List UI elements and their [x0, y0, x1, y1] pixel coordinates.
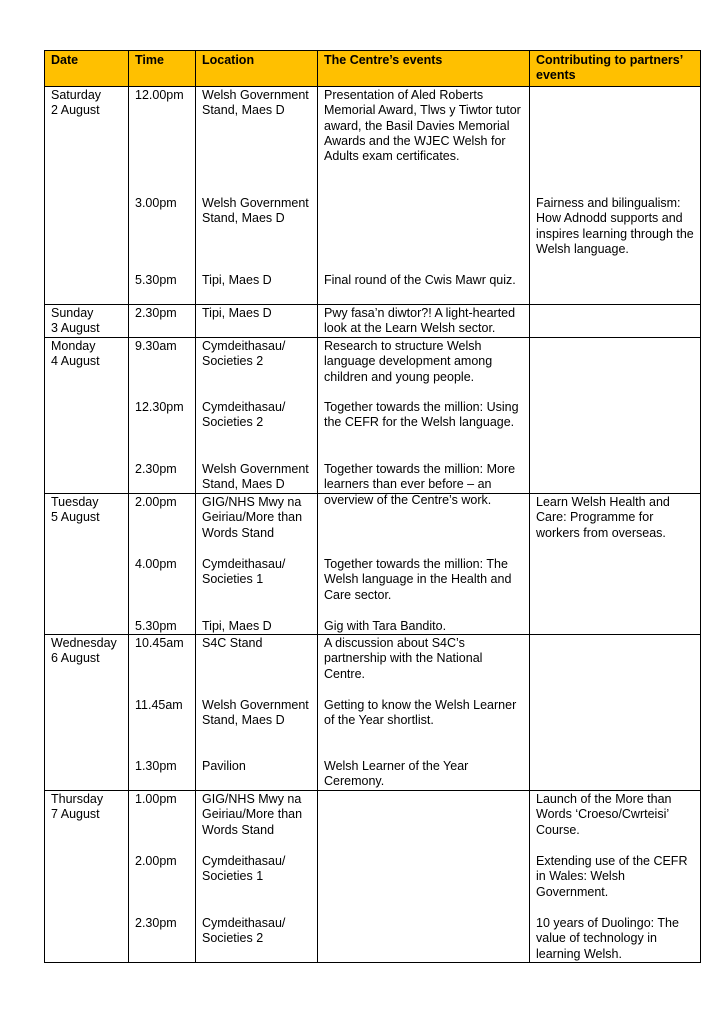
centre-event: Research to structure Welsh language development among children and young people. — [324, 338, 493, 384]
event-time: 11.45am — [135, 697, 183, 712]
day-row — [45, 304, 701, 337]
date-weekday: Tuesday — [51, 494, 99, 509]
event-time: 2.00pm — [135, 853, 177, 868]
event-time: 2.30pm — [135, 915, 177, 930]
centre-event: Pwy fasa’n diwtor?! A light-hearted look at the Learn Welsh sector. — [324, 305, 516, 336]
centre-events-cell — [318, 634, 530, 790]
partner-events-cell — [530, 86, 701, 304]
centre-event: Getting to know the Welsh Learner of the Year shortlist. — [324, 697, 517, 728]
event-location: Welsh Government Stand, Maes D — [202, 697, 309, 728]
centre-event: Gig with Tara Bandito. — [324, 618, 447, 633]
time-cell — [129, 790, 196, 962]
event-time: 9.30am — [135, 338, 177, 353]
centre-event — [324, 196, 523, 273]
partner-events-cell — [530, 634, 701, 790]
date-cell — [45, 790, 129, 962]
header-date: Date — [45, 51, 129, 87]
partner-event: 10 years of Duolingo: The value of technology in learning Welsh. — [536, 915, 679, 961]
event-location: Tipi, Maes D — [202, 305, 272, 320]
header-location: Location — [196, 51, 318, 87]
centre-events-cell — [318, 337, 530, 507]
day-row — [45, 493, 701, 634]
event-time: 2.30pm — [135, 305, 177, 320]
event-location: Tipi, Maes D — [202, 618, 272, 633]
date-weekday: Sunday — [51, 305, 94, 320]
date-cell — [45, 304, 129, 337]
day-row — [45, 86, 701, 304]
date-day: 3 August — [51, 321, 100, 336]
partner-event — [536, 339, 694, 400]
event-location: Pavilion — [202, 758, 246, 773]
event-location: Cymdeithasau/ Societies 1 — [202, 556, 286, 587]
partner-event: Launch of the More than Words ‘Croeso/Cwrteisi’ Course. — [536, 791, 672, 837]
partner-events-cell — [530, 337, 701, 493]
date-day: 2 August — [51, 103, 100, 118]
event-time: 10.45am — [135, 635, 184, 650]
centre-event — [324, 854, 523, 916]
centre-events-cell — [318, 790, 530, 962]
day-row — [45, 337, 701, 493]
centre-events-cell — [318, 304, 530, 337]
event-location: GIG/NHS Mwy na Geiriau/More than Words Stand — [202, 791, 303, 837]
partner-events-cell — [530, 790, 701, 962]
centre-event: Together towards the million: The Welsh language in the Health and Care sector. — [324, 556, 512, 602]
centre-events-cell — [318, 86, 530, 304]
time-cell — [129, 337, 196, 493]
location-cell — [196, 304, 318, 337]
date-day: 6 August — [51, 651, 100, 666]
partner-event: Fairness and bilingualism: How Adnodd supports and inspires learning through the Welsh language. — [536, 195, 694, 257]
date-cell — [45, 493, 129, 634]
partner-event: Extending use of the CEFR in Wales: Welsh Government. — [536, 853, 688, 899]
date-cell — [45, 634, 129, 790]
date-weekday: Wednesday — [51, 635, 117, 650]
date-day: 5 August — [51, 510, 100, 525]
partner-event — [536, 557, 694, 619]
partner-event — [536, 698, 694, 759]
partner-event — [536, 462, 694, 493]
header-row — [45, 51, 701, 87]
event-location: Tipi, Maes D — [202, 272, 272, 287]
date-day: 7 August — [51, 807, 100, 822]
partner-events-cell — [530, 304, 701, 337]
centre-event: Presentation of Aled Roberts Memorial Award, Tlws y Tiwtor tutor award, the Basil Davies Memorial Awards and the WJEC Welsh for Adults exam certificates. — [324, 87, 521, 164]
location-cell — [196, 634, 318, 790]
event-location: GIG/NHS Mwy na Geiriau/More than Words Stand — [202, 494, 303, 540]
event-time: 4.00pm — [135, 556, 177, 571]
partner-event — [536, 636, 694, 698]
event-time: 5.30pm — [135, 618, 177, 633]
location-cell — [196, 493, 318, 634]
event-location: Cymdeithasau/ Societies 2 — [202, 915, 286, 946]
date-weekday: Saturday — [51, 87, 102, 102]
event-time: 12.30pm — [135, 399, 184, 414]
date-weekday: Monday — [51, 338, 96, 353]
location-cell — [196, 337, 318, 493]
event-time: 3.00pm — [135, 195, 177, 210]
partner-event — [536, 619, 694, 634]
centre-event: Together towards the million: Using the CEFR for the Welsh language. — [324, 399, 519, 430]
time-cell — [129, 86, 196, 304]
event-time: 2.00pm — [135, 494, 177, 509]
header-partner-events: Contributing to partners’ events — [530, 51, 701, 87]
centre-event — [324, 916, 523, 962]
centre-events-cell — [318, 493, 530, 634]
event-location: S4C Stand — [202, 635, 263, 650]
partner-event — [536, 400, 694, 462]
header-time: Time — [129, 51, 196, 87]
partner-event — [536, 306, 694, 337]
event-time: 2.30pm — [135, 461, 177, 476]
date-cell — [45, 86, 129, 304]
date-cell — [45, 337, 129, 493]
event-time: 12.00pm — [135, 87, 184, 102]
event-location: Welsh Government Stand, Maes D — [202, 195, 309, 226]
partner-event — [536, 88, 694, 196]
centre-event: Welsh Learner of the Year Ceremony. — [324, 758, 469, 789]
location-cell — [196, 86, 318, 304]
date-day: 4 August — [51, 354, 100, 369]
partner-event — [536, 759, 694, 790]
event-time: 1.30pm — [135, 758, 177, 773]
date-weekday: Thursday — [51, 791, 104, 806]
time-cell — [129, 493, 196, 634]
event-location: Cymdeithasau/ Societies 2 — [202, 338, 286, 369]
time-cell — [129, 634, 196, 790]
partner-event: Learn Welsh Health and Care: Programme for workers from overseas. — [536, 494, 670, 540]
time-cell — [129, 304, 196, 337]
event-location: Welsh Government Stand, Maes D — [202, 461, 309, 492]
partner-events-cell — [530, 493, 701, 634]
centre-event — [324, 792, 523, 854]
location-cell — [196, 790, 318, 962]
centre-event: A discussion about S4C’s partnership with the National Centre. — [324, 635, 483, 681]
partner-event — [536, 273, 694, 304]
event-location: Cymdeithasau/ Societies 1 — [202, 853, 286, 884]
events-schedule-table — [44, 50, 701, 963]
centre-event: Final round of the Cwis Mawr quiz. — [324, 272, 516, 287]
header-centre-events: The Centre’s events — [318, 51, 530, 87]
event-location: Welsh Government Stand, Maes D — [202, 87, 309, 118]
centre-event: Together towards the million: More learners than ever before – an overview of the Centre’s work. — [324, 461, 516, 507]
event-location: Cymdeithasau/ Societies 2 — [202, 399, 286, 430]
event-time: 5.30pm — [135, 272, 177, 287]
day-row — [45, 790, 701, 962]
day-row — [45, 634, 701, 790]
event-time: 1.00pm — [135, 791, 177, 806]
